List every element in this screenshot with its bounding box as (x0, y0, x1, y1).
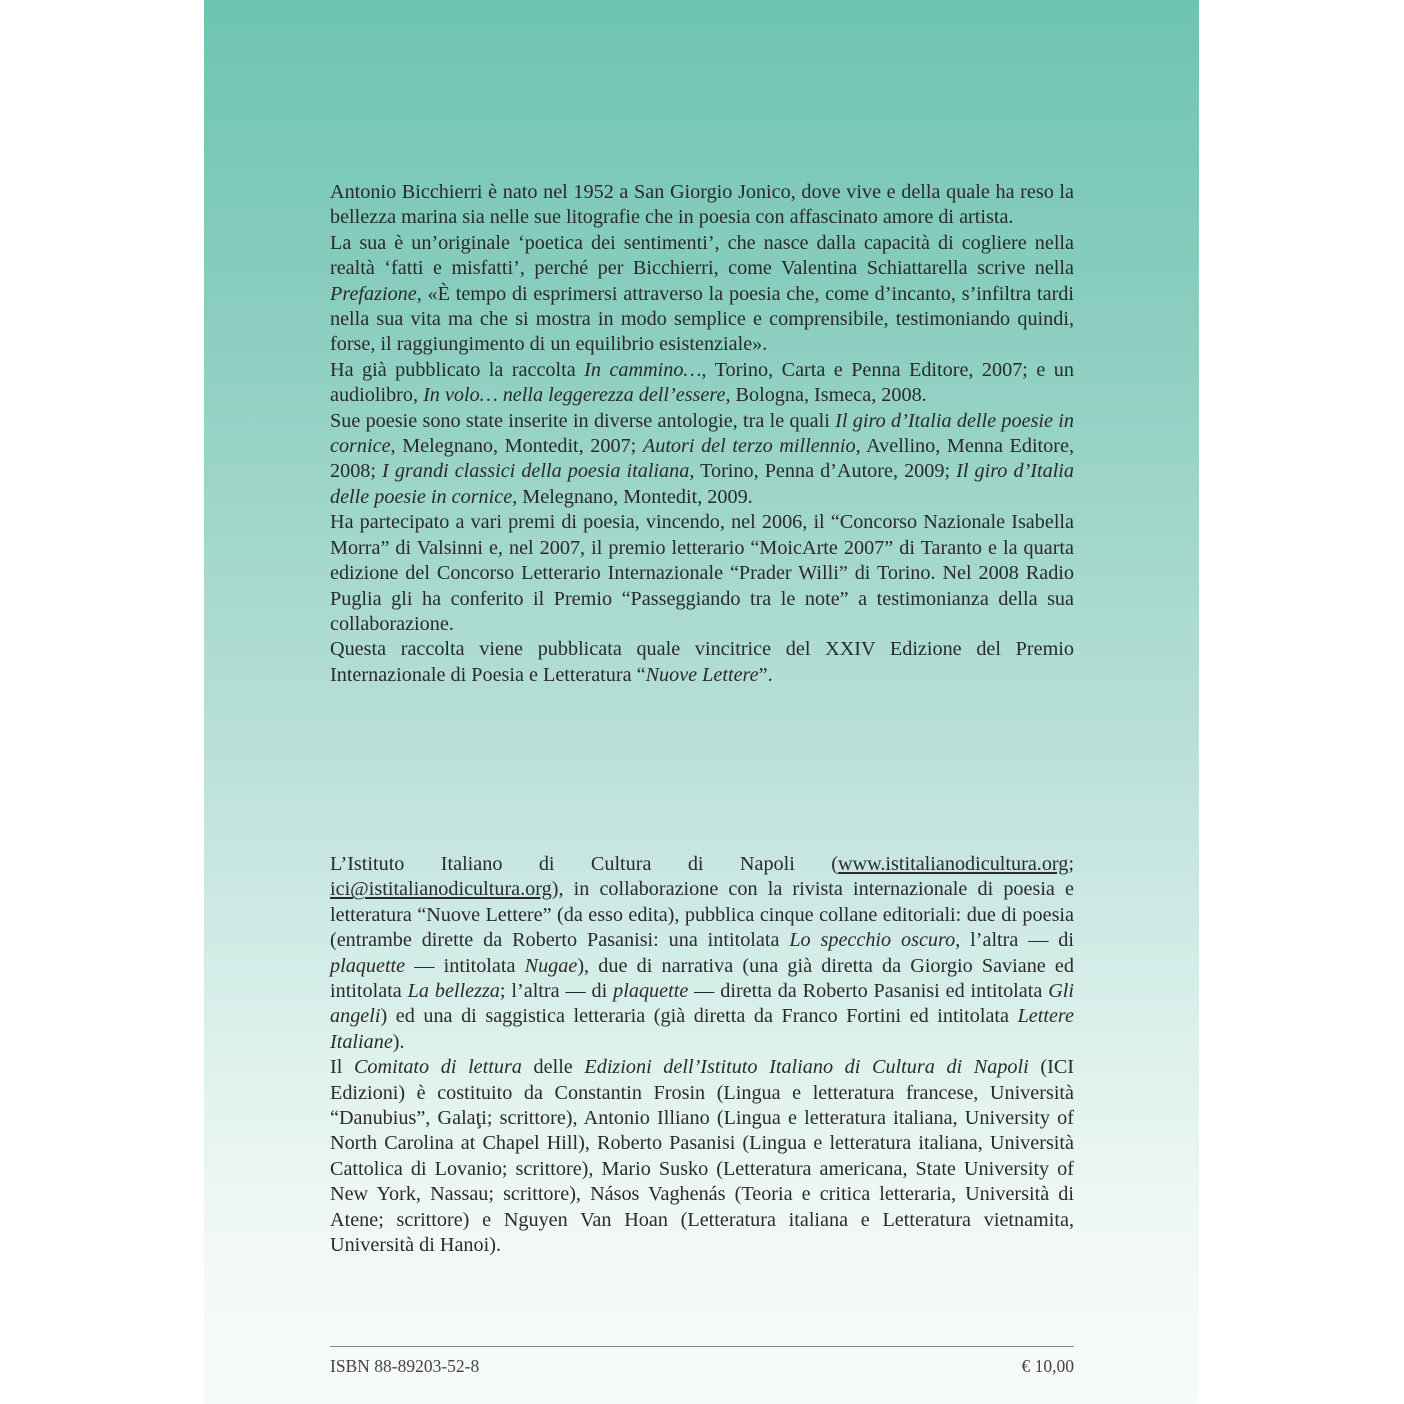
footer-divider (330, 1346, 1074, 1347)
bio-paragraph-6: Questa raccolta viene pubblicata quale vincitrice del XXIV Edizione del Premio Internazionale di Poesia e Letteratura “Nuove Lettere”. (330, 638, 1074, 686)
price: € 10,00 (1021, 1356, 1074, 1376)
email-link[interactable]: ici@istitalianodicultura.org (330, 878, 552, 901)
bio-paragraph-3: Ha già pubblicato la raccolta In cammino…, Torino, Carta e Penna Editore, 2007; e un audiolibro, In volo… nella leggerezza dell’essere, Bologna, Ismeca, 2008. (330, 358, 1074, 407)
bio-paragraph-4: Sue poesie sono state inserite in diverse antologie, tra le quali Il giro d’Italia delle poesie in cornice, Melegnano, Montedit, 2007; Autori del terzo millennio, Avellino, Menna Editore, 2008; I grandi classici della poesia italiana, Torino, Penna d’Autore, 2009; Il giro d’Italia delle poesie in cornice, Melegnano, Montedit, 2009. (330, 409, 1075, 508)
author-biography (330, 180, 1074, 688)
bio-paragraph-5: Ha partecipato a vari premi di poesia, vincendo, nel 2006, il “Concorso Nazionale Isabella Morra” di Valsinni e, nel 2007, il premio letterario “MoicArte 2007” di Taranto e la quarta edizione del Concorso Letterario Internazionale “Prader Willi” di Torino. Nel 2008 Radio Puglia gli ha conferito il Premio “Passeggiando tra le note” a testimonianza della sua collaborazione. (330, 511, 1074, 635)
isbn: ISBN 88-89203-52-8 (330, 1356, 480, 1376)
bio-paragraph-2: La sua è un’originale ‘poetica dei sentimenti’, che nasce dalla capacità di cogliere nella realtà ‘fatti e misfatti’, perché per Bicchierri, come Valentina Schiattarella scrive nella Prefazione, «È tempo di esprimersi attraverso la poesia che, come d’incanto, s’infiltra tardi nella sua vita ma che si mostra in modo semplice e comprensibile, testimoniando quindi, forse, il raggiungimento di un equilibrio esistenziale». (330, 231, 1074, 356)
website-link[interactable]: www.istitalianodicultura.org (837, 853, 1069, 875)
ici-paragraph-1: L’Istituto Italiano di Cultura di Napoli (www.istitalianodicultura.org; ici@istitalianodicultura.org), in collaborazione con la rivista internazionale di poesia e letteratura “Nuove Lettere” (da esso edita), pubblica cinque collane editoriali: due di poesia (entrambe dirette da Roberto Pasanisi: una intitolata Lo specchio oscuro, l’altra — di plaquette — intitolata Nugae), due di narrativa (una già diretta da Giorgio Saviane ed intitolata La bellezza; l’altra — di plaquette — diretta da Roberto Pasanisi ed intitolata Gli angeli) ed una di saggistica letteraria (già diretta da Franco Fortini ed intitolata Lettere Italiane). (330, 853, 1075, 1053)
footer (330, 1356, 1074, 1377)
bio-paragraph-1: Antonio Bicchierri è nato nel 1952 a San Giorgio Jonico, dove vive e della quale ha reso la bellezza marina sia nelle sue litografie che in poesia con affascinato amore di artista. (330, 181, 1074, 229)
ici-paragraph-2: Il Comitato di lettura delle Edizioni dell’Istituto Italiano di Cultura di Napoli (ICI Edizioni) è costituito da Constantin Frosin (Lingua e letteratura francese, Università “Danubius”, Galaţi; scrittore), Antonio Illiano (Lingua e letteratura italiana, University of North Carolina at Chapel Hill), Roberto Pasanisi (Lingua e letteratura italiana, Università Cattolica di Lovanio; scrittore), Mario Susko (Letteratura americana, State University of New York, Nassau; scrittore), Násos Vaghenás (Teoria e critica letteraria, Università di Atene; scrittore) e Nguyen Van Hoan (Letteratura italiana e Letteratura vietnamita, Università di Hanoi). (330, 1056, 1075, 1257)
publisher-information (330, 852, 1074, 1259)
